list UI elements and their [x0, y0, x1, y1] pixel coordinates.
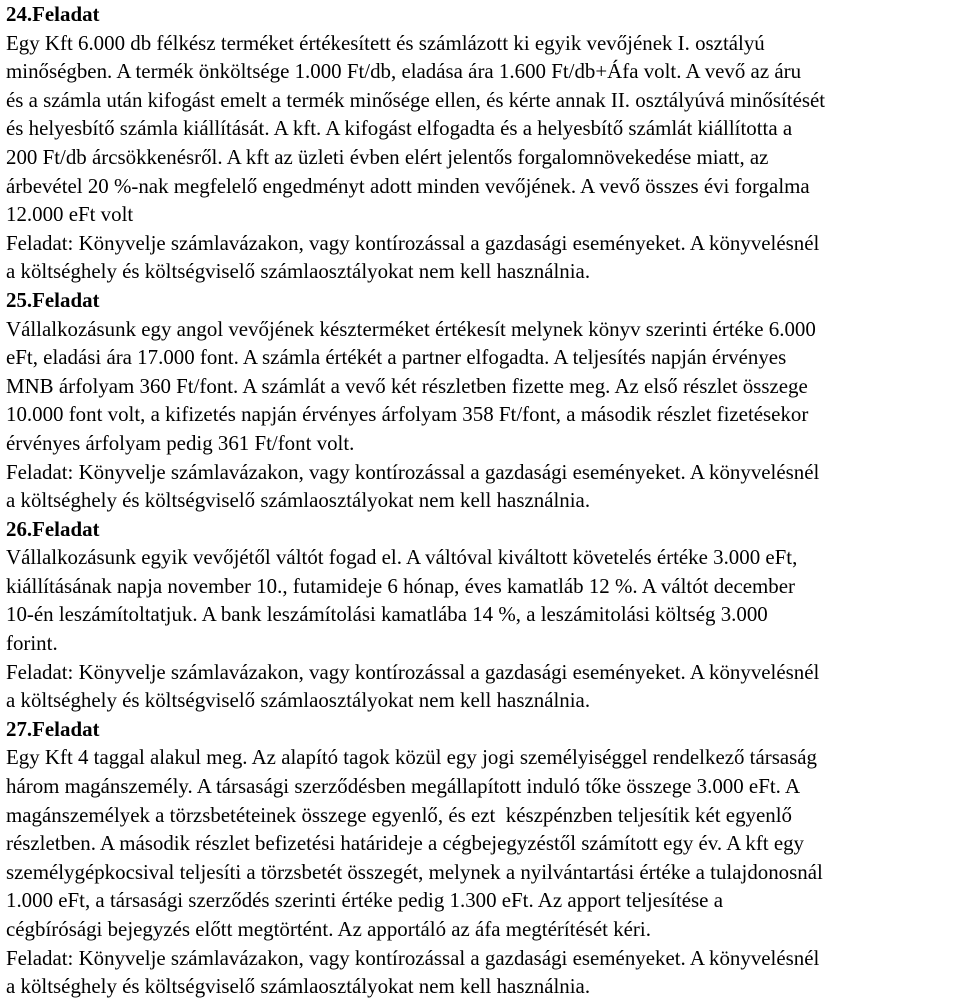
- text-line: 1.000 eFt, a társasági szerződés szerinti értéke pedig 1.300 eFt. Az apport teljesítése a: [6, 888, 723, 913]
- text-line: 10-én leszámítoltatjuk. A bank leszámítolási kamatlába 14 %, a leszámitolási költség 3.000: [6, 602, 768, 627]
- text-line: Vállalkozásunk egyik vevőjétől váltót fogad el. A váltóval kiváltott követelés értéke 3.000 eFt,: [6, 545, 798, 570]
- text-line: forint.: [6, 631, 58, 656]
- task-heading: 26.Feladat: [6, 516, 100, 541]
- task-heading: 27.Feladat: [6, 716, 100, 741]
- text-line: kiállításának napja november 10., futamideje 6 hónap, éves kamatláb 12 %. A váltót december: [6, 573, 795, 598]
- text-line: 12.000 eFt volt: [6, 202, 134, 227]
- text-line: Egy Kft 6.000 db félkész terméket értékesített és számlázott ki egyik vevőjének I. osztályú: [6, 30, 765, 55]
- text-line: három magánszemély. A társasági szerződésben megállapított induló tőke összege 3.000 eFt. A: [6, 774, 801, 799]
- text-line: személygépkocsival teljesíti a törzsbetét összegét, melynek a nyilvántartási értéke a tulajdonosnál: [6, 859, 823, 884]
- text-line: cégbírósági bejegyzés előtt megtörtént. Az apportáló az áfa megtérítését kéri.: [6, 917, 651, 941]
- text-line: Feladat: Könyvelje számlavázakon, vagy kontírozással a gazdasági eseményeket. A könyvelésnél: [6, 459, 820, 484]
- text-line: eFt, eladási ára 17.000 font. A számla értékét a partner elfogadta. A teljesítés napján érvényes: [6, 345, 787, 370]
- text-line: a költséghely és költségviselő számlaosztályokat nem kell használnia.: [6, 974, 591, 999]
- text-line: magánszemélyek a törzsbetéteinek összege egyenlő, és ezt készpénzben teljesítik két egyenlő: [6, 802, 792, 827]
- text-line: 10.000 font volt, a kifizetés napján érvényes árfolyam 358 Ft/font, a második részlet fizetésekor: [6, 402, 809, 427]
- text-line: a költséghely és költségviselő számlaosztályokat nem kell használnia.: [6, 259, 591, 284]
- task-heading: 24.Feladat: [6, 2, 100, 26]
- text-line: érvényes árfolyam pedig 361 Ft/font volt.: [6, 430, 355, 455]
- text-line: minőségben. A termék önköltsége 1.000 Ft/db, eladása ára 1.600 Ft/db+Áfa volt. A vevő az áru: [6, 59, 802, 84]
- text-line: a költséghely és költségviselő számlaosztályokat nem kell használnia.: [6, 488, 591, 513]
- text-line: Vállalkozásunk egy angol vevőjének készterméket értékesít melynek könyv szerinti értéke 6.000: [6, 316, 816, 341]
- text-line: Egy Kft 4 taggal alakul meg. Az alapító tagok közül egy jogi személyiséggel rendelkező társaság: [6, 745, 818, 770]
- text-line: 200 Ft/db árcsökkenésről. A kft az üzleti évben elért jelentős forgalomnövekedése miatt, az: [6, 144, 769, 169]
- text-line: Feladat: Könyvelje számlavázakon, vagy kontírozással a gazdasági eseményeket. A könyvelésnél: [6, 659, 820, 684]
- text-line: és a számla után kifogást emelt a termék minősége ellen, és kérte annak II. osztályúvá minősítését: [6, 87, 826, 112]
- task-heading: 25.Feladat: [6, 287, 100, 312]
- text-line: Feladat: Könyvelje számlavázakon, vagy kontírozással a gazdasági eseményeket. A könyvelésnél: [6, 945, 820, 970]
- text-line: árbevétel 20 %-nak megfelelő engedményt adott minden vevőjének. A vevő összes évi forgalma: [6, 173, 810, 198]
- text-line: és helyesbítő számla kiállítását. A kft. A kifogást elfogadta és a helyesbítő számlát kiállította a: [6, 116, 793, 141]
- text-line: a költséghely és költségviselő számlaosztályokat nem kell használnia.: [6, 688, 591, 713]
- text-line: MNB árfolyam 360 Ft/font. A számlát a vevő két részletben fizette meg. Az első részlet összege: [6, 373, 808, 398]
- text-line: részletben. A második részlet befizetési határideje a cégbejegyzéstől számított egy év. A kft egy: [6, 831, 805, 856]
- text-line: Feladat: Könyvelje számlavázakon, vagy kontírozással a gazdasági eseményeket. A könyvelésnél: [6, 230, 820, 255]
